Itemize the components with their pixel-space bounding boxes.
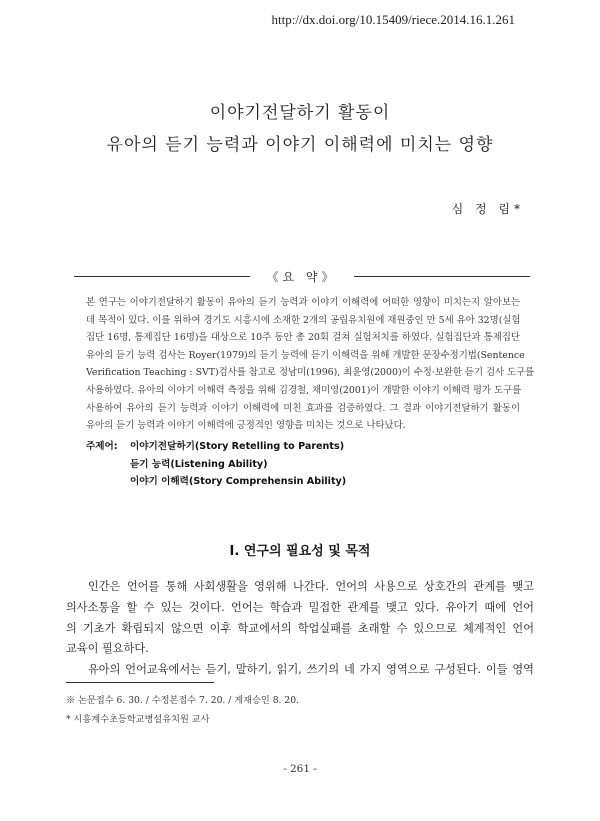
keyword-row bbox=[86, 438, 346, 456]
abstract-line: 데 목적이 있다. 이를 위하여 경기도 시흥시에 소재한 2개의 공립유치원에 재원중인 만 5세 유아 32명(실험 bbox=[86, 314, 521, 326]
keyword-row bbox=[86, 473, 346, 491]
abstract-heading bbox=[74, 269, 530, 285]
body-line: 의사소통을 할 수 있는 것이다. 언어는 학습과 밀접한 관계를 맺고 있다. 유아기 때에 언어 bbox=[66, 600, 534, 614]
abstract-line: 집단 16명, 통제집단 16명)을 대상으로 10주 동안 총 20회 걸쳐 실험처치를 하였다. 실험집단과 통제집단 bbox=[86, 332, 520, 344]
footnote-divider bbox=[66, 682, 214, 683]
abstract-heading-label: 《요 약》 bbox=[266, 270, 338, 284]
keywords-block bbox=[86, 438, 346, 491]
author-name: 심 정 림* bbox=[451, 202, 524, 216]
abstract-line: 본 연구는 이야기전달하기 활동이 유아의 듣기 능력과 이야기 이해력에 어떠한 영향이 미치는지 알아보는 bbox=[86, 297, 520, 308]
title-line-1: 이야기전달하기 활동이 bbox=[209, 103, 391, 123]
section-heading: Ⅰ. 연구의 필요성 및 목적 bbox=[229, 544, 371, 559]
abstract-heading-rule-right bbox=[354, 276, 530, 277]
body-text bbox=[66, 577, 534, 681]
abstract-line: 유아의 듣기 능력 검사는 Royer(1979)의 듣기 능력에 듣기 이해력을 위해 개발한 문장수정기법(Sentence bbox=[86, 349, 525, 361]
keyword-item: 이야기전달하기(Story Retelling to Parents) bbox=[130, 441, 345, 452]
abstract-line: 사용하였다. 유아의 이야기 이해력 측정을 위해 김경철, 채미영(2001)이 개발한 이야기 이해력 평가 도구를 bbox=[86, 384, 522, 396]
body-line: 교육이 필요하다. bbox=[66, 642, 149, 656]
keyword-row bbox=[86, 456, 346, 474]
abstract-body bbox=[86, 294, 535, 435]
footnote-dates: ※ 논문접수 6. 30. / 수정본접수 7. 20. / 게재승인 8. 20. bbox=[66, 695, 300, 706]
abstract-line: 사용하여 유아의 듣기 능력과 이야기 이해력에 미친 효과를 검증하였다. 그 결과 이야기전달하기 활동이 bbox=[86, 402, 520, 414]
footnote-affiliation: * 시흥계수초등학교병설유치원 교사 bbox=[66, 714, 210, 725]
body-line: 인간은 언어를 통해 사회생활을 영위해 나간다. 언어의 사용으로 상호간의 관계를 맺고 bbox=[88, 580, 534, 593]
keyword-item: 이야기 이해력(Story Comprehensin Ability) bbox=[130, 476, 347, 487]
keywords-label: 주제어: bbox=[86, 441, 118, 452]
abstract-line: Verification Teaching : SVT)검사를 참고로 정남미(1996), 최윤영(2000)이 수정·보완한 듣기 검사 도구를 bbox=[86, 367, 535, 379]
keyword-item: 듣기 능력(Listening Ability) bbox=[130, 458, 268, 470]
body-line: 의 기초가 확립되지 않으면 이후 학교에서의 학업실패를 초래할 수 있으므로 체계적인 언어 bbox=[66, 621, 534, 635]
body-line: 유아의 언어교육에서는 듣기, 말하기, 읽기, 쓰기의 네 가지 영역으로 구성된다. 이들 영역 bbox=[88, 663, 534, 677]
doi-link[interactable]: http://dx.doi.org/10.15409/riece.2014.16.1.261 bbox=[271, 12, 515, 27]
page-number: - 261 - bbox=[283, 763, 317, 775]
title-line-2: 유아의 듣기 능력과 이야기 이해력에 미치는 영향 bbox=[106, 135, 494, 155]
abstract-line: 유아의 듣기 능력과 이야기 이해력에 긍정적인 영향을 미치는 것으로 나타났다. bbox=[86, 420, 406, 432]
